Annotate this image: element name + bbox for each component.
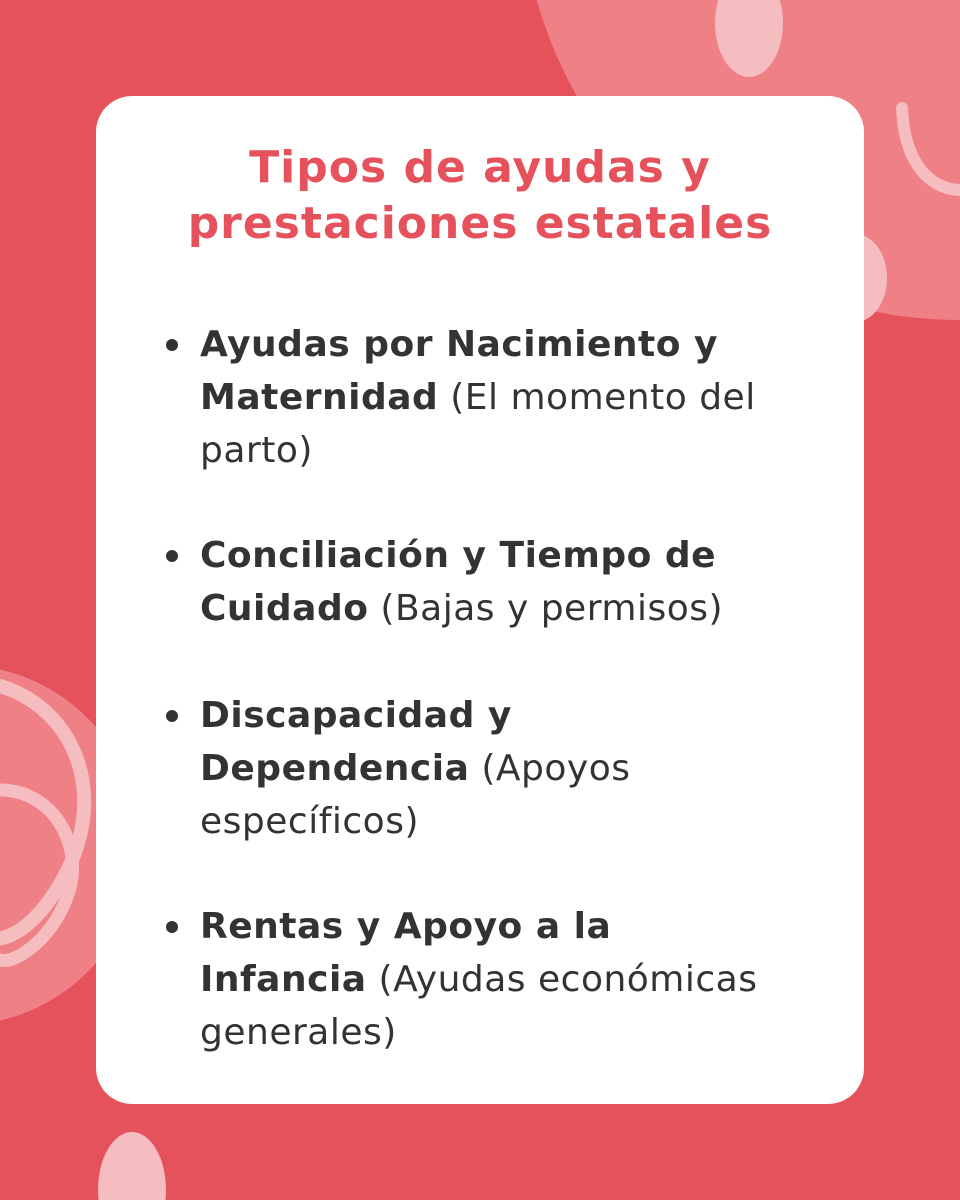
item-detail: (Ayudas económicas generales) — [200, 959, 758, 1053]
item-title: Ayudas por Nacimiento y — [200, 324, 718, 365]
bullet-icon — [166, 710, 178, 722]
list-item — [96, 318, 864, 477]
item-title: Discapacidad y — [200, 695, 512, 736]
item-title-continued: Maternidad — [200, 377, 439, 418]
item-title: Rentas y Apoyo a la — [200, 906, 612, 947]
info-card — [96, 96, 864, 1104]
title-line-1: Tipos de ayudas y — [249, 142, 711, 193]
item-title-continued: Infancia — [200, 959, 367, 1000]
item-detail: (El momento del parto) — [200, 377, 756, 471]
bullet-icon — [166, 550, 178, 562]
bullet-icon — [166, 921, 178, 933]
item-title-continued: Cuidado — [200, 588, 369, 629]
item-title: Conciliación y Tiempo de — [200, 535, 717, 576]
page-title — [96, 140, 864, 252]
item-detail: (Apoyos específicos) — [200, 748, 631, 842]
list-item — [96, 529, 864, 635]
list-item — [96, 900, 864, 1059]
list-item — [96, 689, 864, 848]
aid-types-list — [96, 318, 864, 1059]
item-detail: (Bajas y permisos) — [368, 588, 724, 629]
item-title-continued: Dependencia — [200, 748, 470, 789]
bullet-icon — [166, 339, 178, 351]
title-line-2: prestaciones estatales — [187, 198, 773, 249]
